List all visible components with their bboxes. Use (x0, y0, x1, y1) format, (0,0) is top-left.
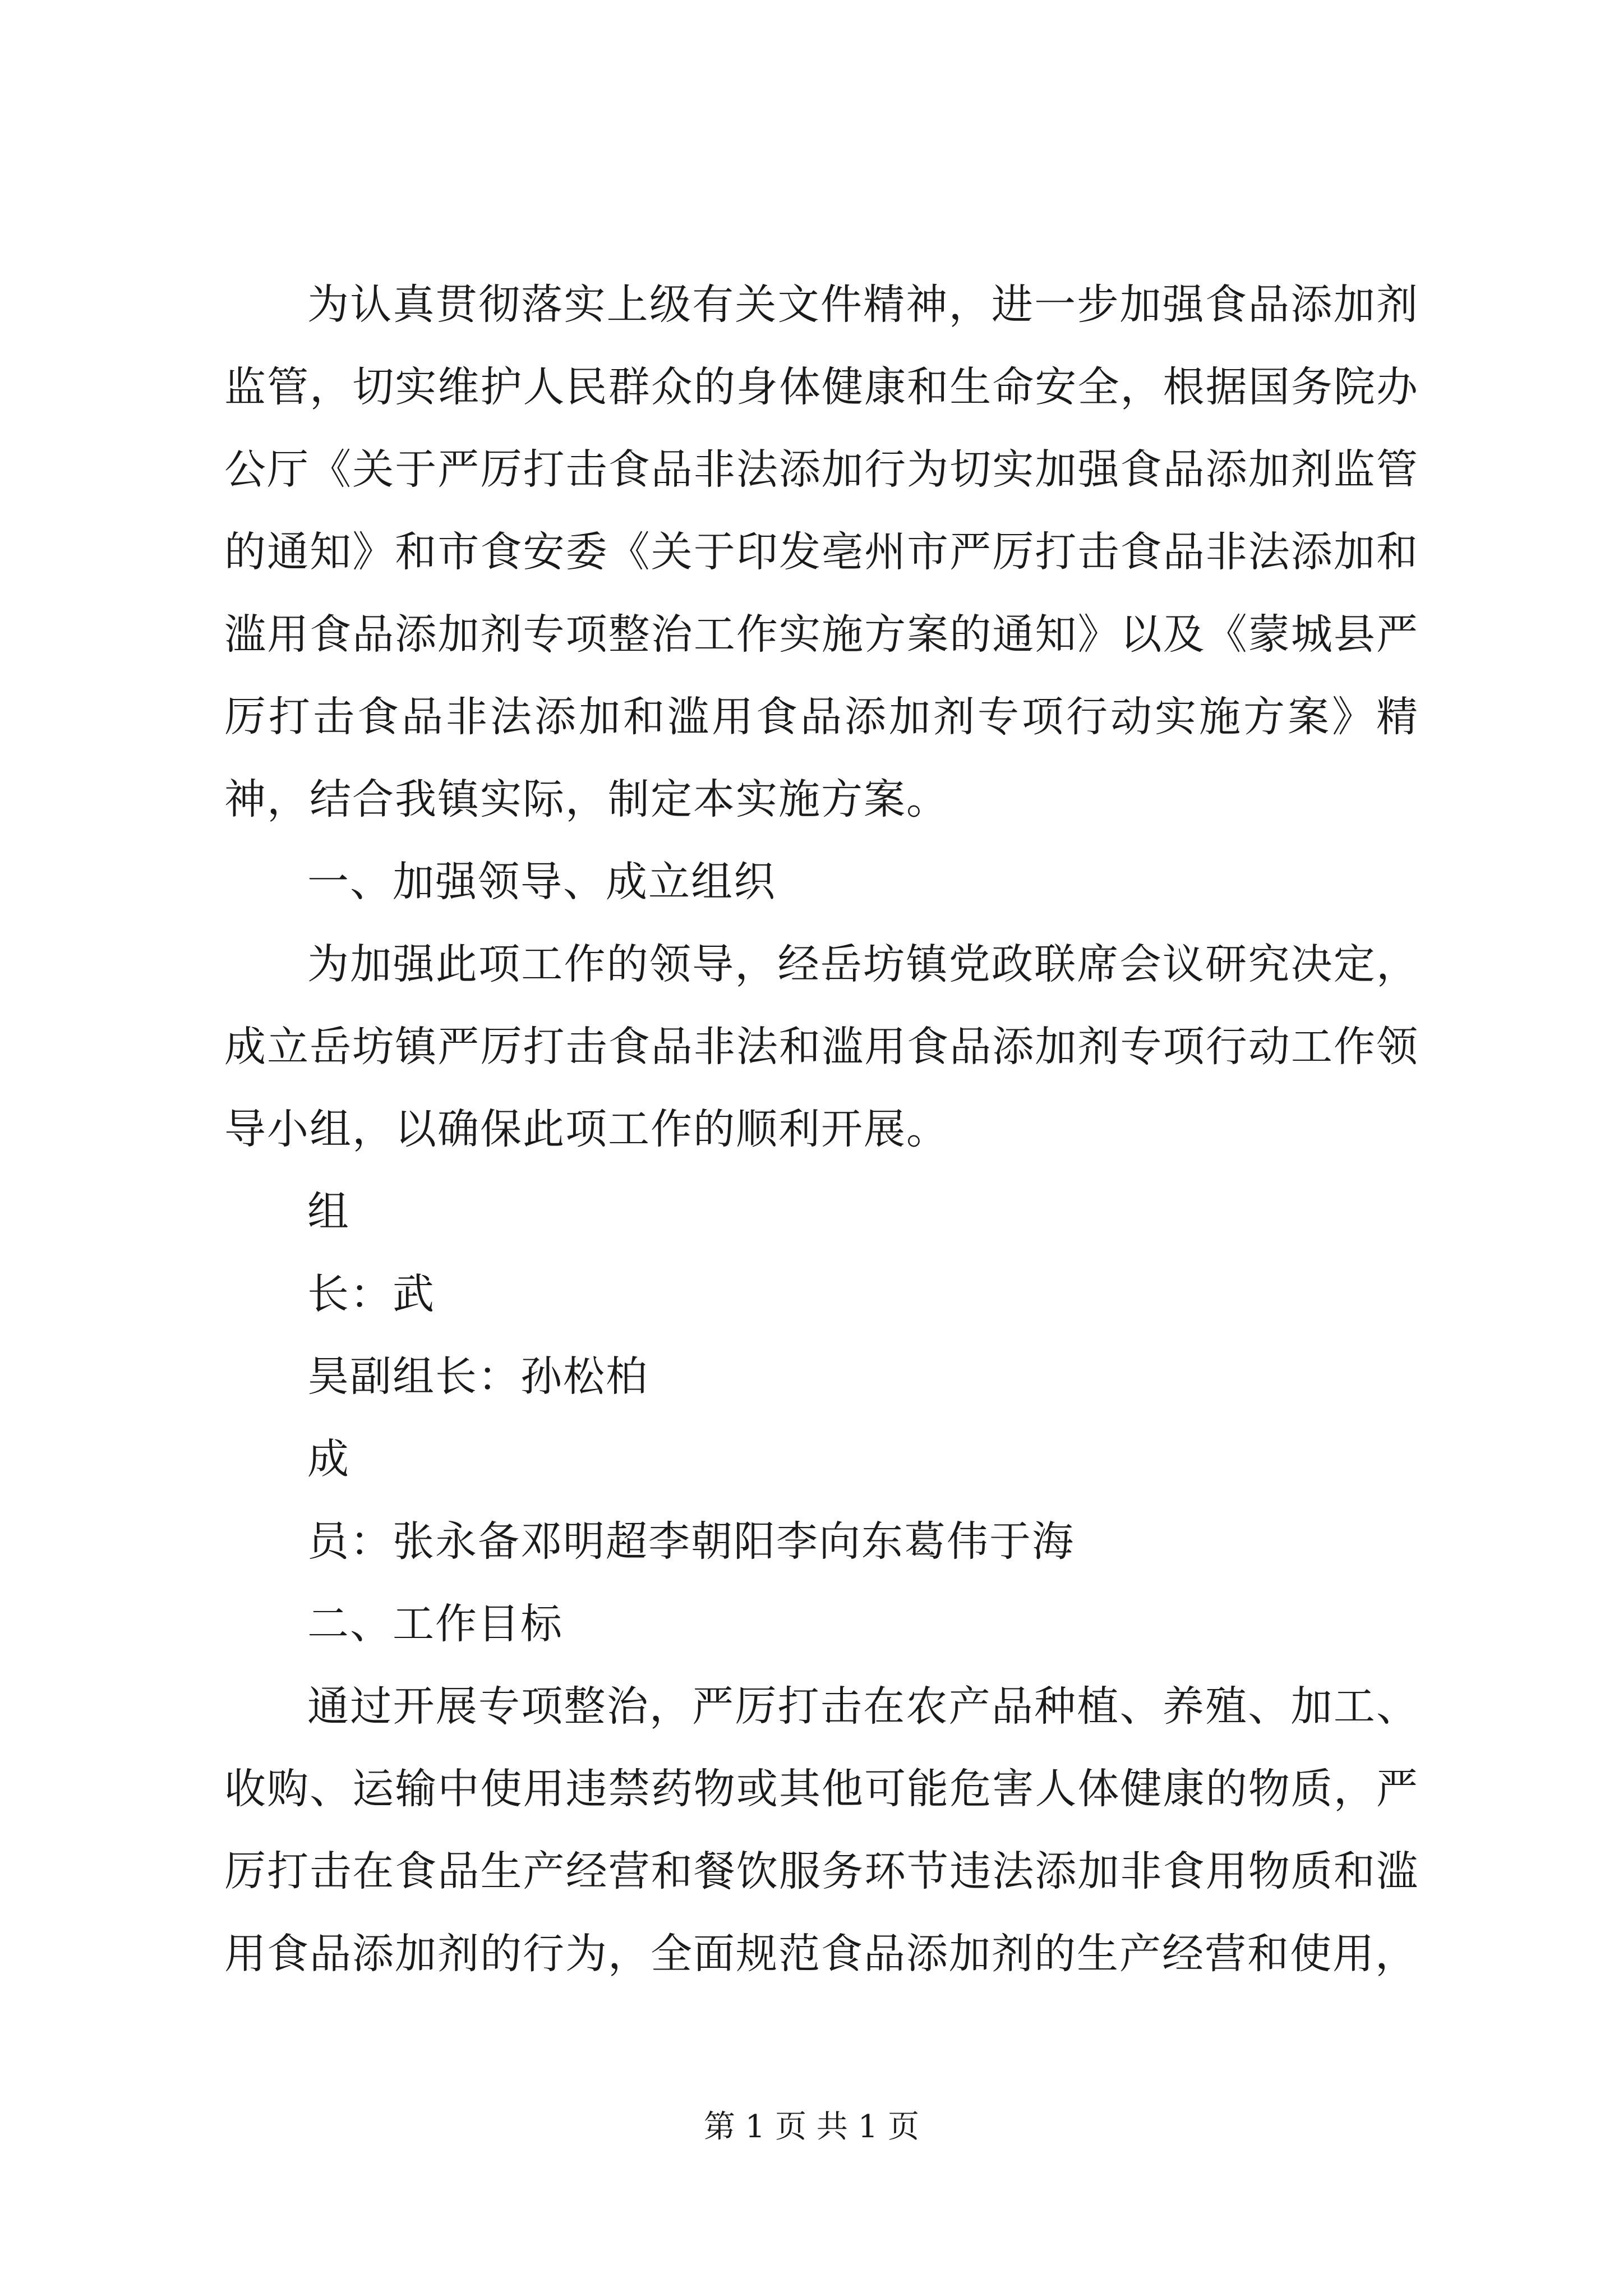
page-footer: 第 1 页 共 1 页 (703, 2109, 920, 2145)
paragraph-goals: 通过开展专项整治，严厉打击在农产品种植、养殖、加工、收购、运输中使用违禁药物或其他可能危害人体健康的物质，严厉打击在食品生产经营和餐饮服务环节违法添加非食用物质和滥用食品添加剂的行为，全面规范食品添加剂的生产经营和使用， (224, 1682, 1419, 1978)
section-heading-2: 二、工作目标 (307, 1600, 563, 1648)
paragraph-leadership: 为加强此项工作的领导，经岳坊镇党政联席会议研究决定，成立岳坊镇严厉打击食品非法和滥用食品添加剂专项行动工作领导小组，以确保此项工作的顺利开展。 (224, 940, 1419, 1153)
team-line-4: 成 (307, 1435, 350, 1483)
team-line-3: 昊副组长：孙松柏 (307, 1352, 648, 1401)
team-line-2: 长：武 (307, 1270, 435, 1318)
team-line-1: 组 (307, 1188, 350, 1236)
document-body (224, 264, 1419, 1995)
paragraph-intro: 为认真贯彻落实上级有关文件精神，进一步加强食品添加剂监管，切实维护人民群众的身体健康和生命安全，根据国务院办公厅《关于严厉打击食品非法添加行为切实加强食品添加剂监管的通知》和市食安委《关于印发亳州市严厉打击食品非法添加和滥用食品添加剂专项整治工作实施方案的通知》以及《蒙城县严厉打击食品非法添加和滥用食品添加剂专项行动实施方案》精神，结合我镇实际，制定本实施方案。 (224, 280, 1419, 823)
section-heading-1: 一、加强领导、成立组织 (307, 858, 776, 906)
team-line-5: 员：张永备邓明超李朝阳李向东葛伟于海 (307, 1517, 1075, 1566)
